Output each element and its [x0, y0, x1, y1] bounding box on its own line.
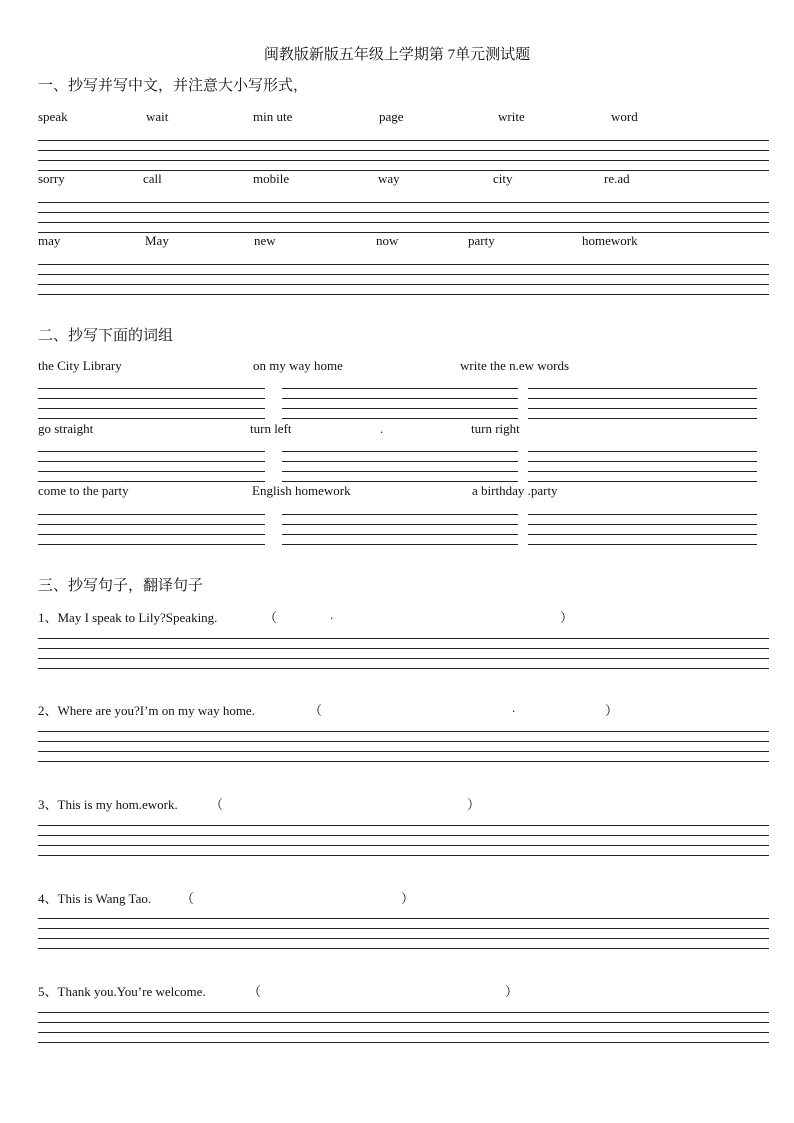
paren-open: （: [248, 984, 262, 999]
writing-line: [38, 418, 265, 419]
sentence-1: 1、May I speak to Lily?Speaking.: [38, 610, 218, 625]
s1-word: write: [498, 109, 525, 124]
writing-line: [38, 668, 769, 669]
stray-dot: .: [330, 607, 334, 622]
writing-line: [38, 451, 265, 452]
paren-close: ）: [505, 984, 519, 999]
paren-open: （: [264, 610, 278, 625]
writing-line: [38, 461, 265, 462]
writing-line: [282, 388, 518, 389]
writing-line: [282, 524, 518, 525]
writing-line: [38, 751, 769, 752]
section3-heading: 三、抄写句子，翻译句子: [38, 576, 204, 594]
writing-line: [528, 388, 757, 389]
writing-line: [528, 544, 757, 545]
s2-phrase: come to the party: [38, 483, 129, 498]
writing-line: [282, 461, 518, 462]
writing-line: [38, 481, 265, 482]
s1-word: call: [143, 171, 162, 186]
sentence-5: 5、Thank you.You’re welcome.: [38, 984, 206, 999]
writing-line: [528, 461, 757, 462]
writing-line: [282, 534, 518, 535]
stray-dot: .: [512, 700, 516, 715]
writing-line: [38, 150, 769, 151]
writing-line: [38, 1022, 769, 1023]
writing-line: [38, 160, 769, 161]
paren-close: ）: [560, 610, 574, 625]
writing-line: [38, 140, 769, 141]
writing-line: [38, 928, 769, 929]
writing-line: [38, 835, 769, 836]
writing-line: [38, 1042, 769, 1043]
writing-line: [528, 398, 757, 399]
s1-word: way: [378, 171, 400, 186]
writing-line: [38, 534, 265, 535]
section2-heading: 二、抄写下面的词组: [38, 326, 174, 344]
s1-word: now: [376, 233, 399, 248]
s1-word: new: [254, 233, 276, 248]
writing-line: [38, 741, 769, 742]
s1-word: party: [468, 233, 495, 248]
writing-line: [38, 274, 769, 275]
writing-line: [38, 731, 769, 732]
s1-word: city: [493, 171, 513, 186]
s1-word: homework: [582, 233, 638, 248]
writing-line: [282, 451, 518, 452]
writing-line: [38, 825, 769, 826]
writing-line: [38, 408, 265, 409]
paren-open: （: [181, 891, 195, 906]
writing-line: [282, 471, 518, 472]
writing-line: [528, 514, 757, 515]
sentence-2: 2、Where are you?I’m on my way home.: [38, 703, 255, 718]
writing-line: [38, 294, 769, 295]
s1-word: word: [611, 109, 638, 124]
writing-line: [38, 544, 265, 545]
writing-line: [38, 264, 769, 265]
writing-line: [282, 544, 518, 545]
writing-line: [38, 845, 769, 846]
writing-line: [38, 524, 265, 525]
writing-line: [528, 471, 757, 472]
writing-line: [528, 408, 757, 409]
writing-line: [38, 638, 769, 639]
sentence-4: 4、This is Wang Tao.: [38, 891, 152, 906]
writing-line: [38, 284, 769, 285]
s1-word: sorry: [38, 171, 65, 186]
s1-word: speak: [38, 109, 68, 124]
page-title: 闽教版新版五年级上学期第 7单元测试题: [263, 47, 531, 63]
writing-line: [282, 398, 518, 399]
paren-close: ）: [401, 891, 415, 906]
writing-line: [38, 658, 769, 659]
writing-line: [38, 761, 769, 762]
writing-line: [38, 938, 769, 939]
writing-line: [38, 1012, 769, 1013]
paren-open: （: [210, 797, 224, 812]
writing-line: [38, 648, 769, 649]
writing-line: [38, 398, 265, 399]
writing-line: [282, 514, 518, 515]
writing-line: [528, 481, 757, 482]
writing-line: [282, 408, 518, 409]
s1-word: min ute: [253, 109, 293, 124]
s1-word: mobile: [253, 171, 290, 186]
writing-line: [38, 222, 769, 223]
s2-phrase: the City Library: [38, 358, 122, 373]
s1-word: may: [38, 233, 61, 248]
writing-line: [282, 418, 518, 419]
s2-phrase: on my way home: [253, 358, 343, 373]
paren-open: （: [309, 703, 323, 718]
writing-line: [38, 212, 769, 213]
writing-line: [38, 1032, 769, 1033]
stray-dot: .: [380, 421, 384, 436]
s2-phrase: turn left: [250, 421, 292, 436]
writing-line: [38, 514, 265, 515]
s1-word: re.ad: [604, 171, 630, 186]
writing-line: [38, 855, 769, 856]
paren-close: ）: [467, 797, 481, 812]
writing-line: [38, 471, 265, 472]
s2-phrase: write the n.ew words: [460, 358, 570, 373]
s1-word: wait: [146, 109, 169, 124]
s2-phrase: English homework: [252, 483, 351, 498]
s2-phrase: turn right: [471, 421, 520, 436]
writing-line: [38, 918, 769, 919]
section1-heading: 一、抄写并写中文，并注意大小写形式，: [38, 76, 309, 94]
writing-line: [38, 202, 769, 203]
s2-phrase: go straight: [38, 421, 94, 436]
writing-line: [38, 388, 265, 389]
s2-phrase: a birthday .party: [472, 483, 558, 498]
writing-line: [528, 451, 757, 452]
sentence-3: 3、This is my hom.ework.: [38, 797, 178, 812]
writing-line: [528, 418, 757, 419]
s1-word: page: [379, 109, 404, 124]
writing-line: [38, 948, 769, 949]
writing-line: [282, 481, 518, 482]
paren-close: ）: [605, 703, 619, 718]
writing-line: [528, 524, 757, 525]
s1-word: May: [145, 233, 169, 248]
writing-line: [528, 534, 757, 535]
